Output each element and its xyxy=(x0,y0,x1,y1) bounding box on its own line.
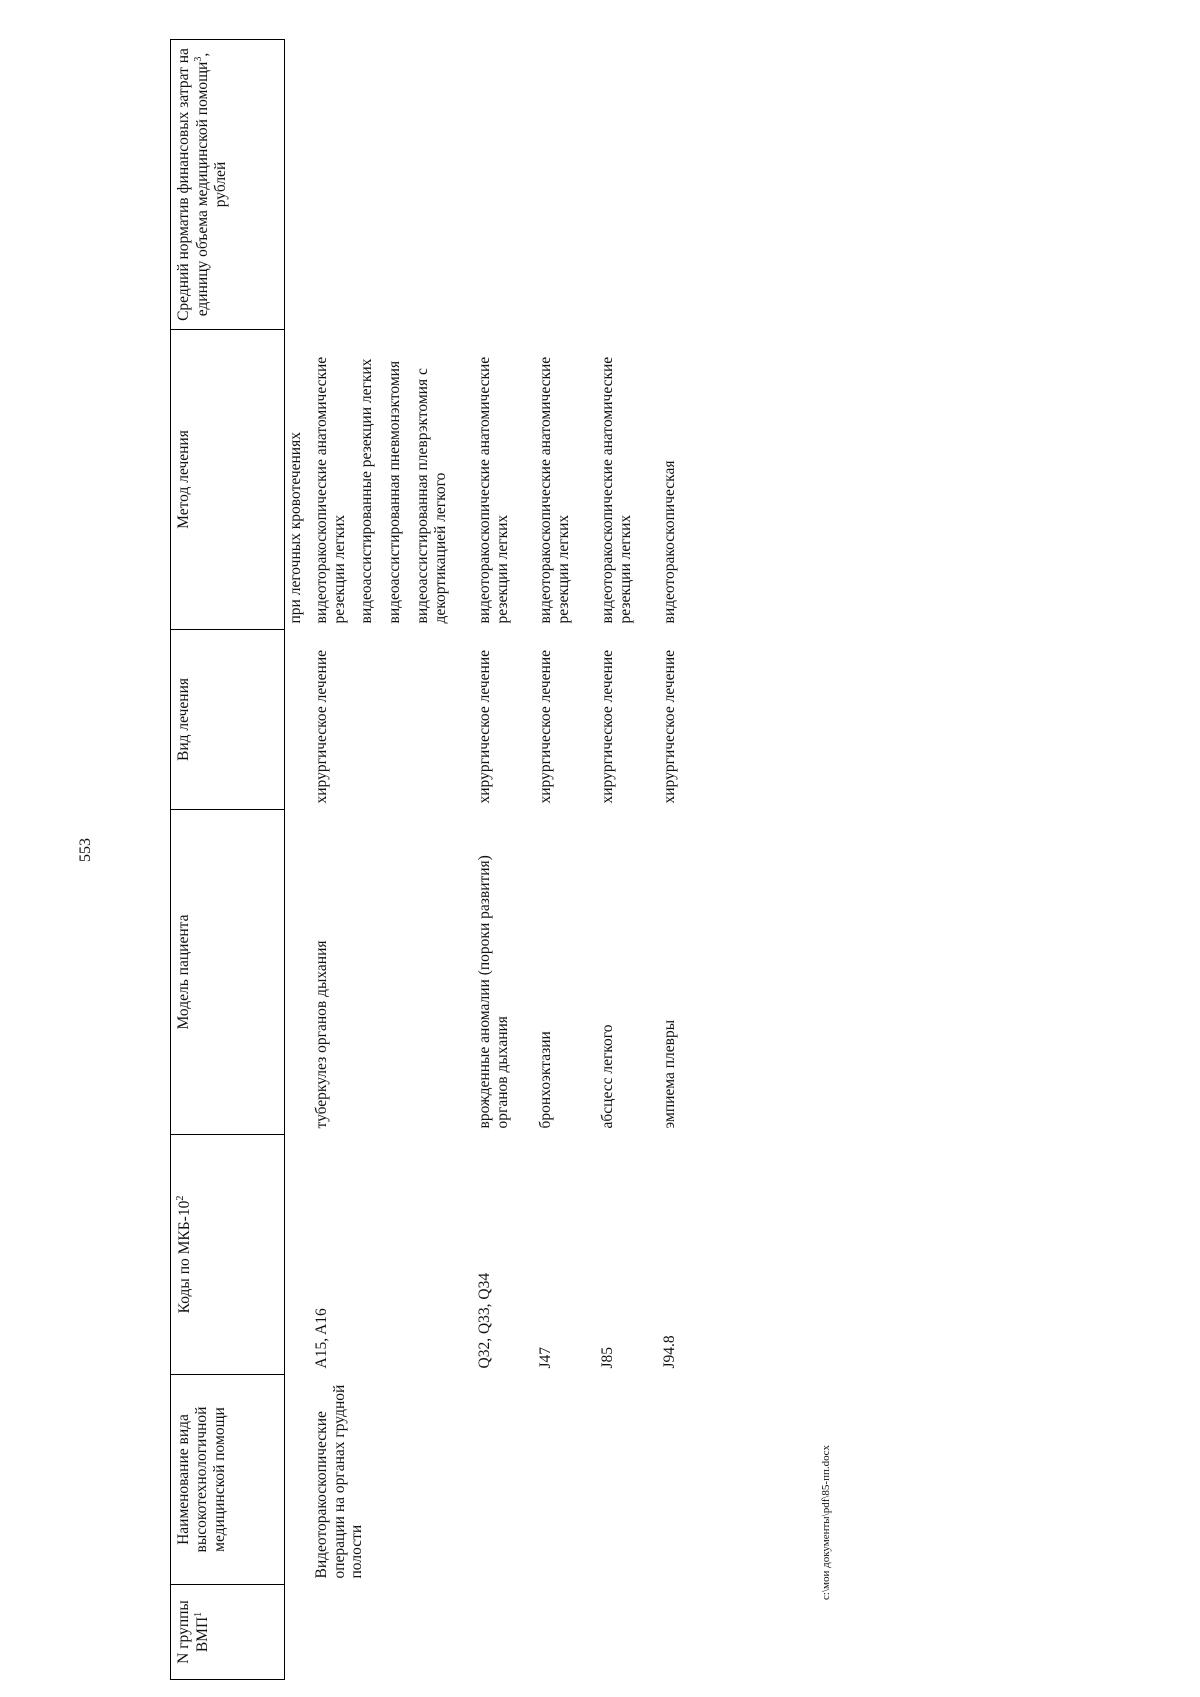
row-model: эмпиема плевры xyxy=(660,1019,678,1129)
header-name: Наименование вида высокотехнологичной медицинской помощи xyxy=(171,1375,285,1585)
table-row xyxy=(655,40,699,1680)
vmp-table xyxy=(170,39,698,1680)
row-methods xyxy=(593,330,655,630)
row-code: J94.8 xyxy=(660,1335,678,1369)
method-item: видеоассистированная пневмонэктомия xyxy=(386,360,404,624)
row-methods xyxy=(655,330,699,630)
row-code: J85 xyxy=(598,1346,616,1369)
row-type: хирургическое лечение xyxy=(660,650,678,804)
header-cost: Средний норматив финансовых затрат на единицу объема медицинской помощи$^3$, рублей xyxy=(171,40,285,330)
header-model: Модель пациента xyxy=(171,810,285,1135)
header-treatment-type: Вид лечения xyxy=(171,630,285,810)
table-row xyxy=(470,40,532,1680)
group-name: Видеоторакоскопические операции на органах грудной полости xyxy=(312,1384,366,1579)
method-item: видеоассистированные резекции легких xyxy=(358,358,376,624)
row-methods xyxy=(307,330,470,630)
table-header-row xyxy=(171,40,285,1680)
row-code: A15, A16 xyxy=(312,1308,330,1369)
row-model: абсцесс легкого xyxy=(598,1024,616,1129)
carryover-method: при легочных кровотечениях xyxy=(287,432,304,624)
row-code: Q32, Q33, Q34 xyxy=(475,1272,493,1369)
header-codes: Коды по МКБ-$10^2$ xyxy=(171,1135,285,1375)
row-methods xyxy=(470,330,532,630)
header-n-group: N группы ВМП$^1$ xyxy=(171,1585,285,1680)
row-model: туберкулез органов дыхания xyxy=(312,940,330,1129)
table-row xyxy=(307,40,470,1680)
method-item: видеоторакоскопические анатомические резекции легких xyxy=(598,356,634,624)
row-code: J47 xyxy=(537,1346,555,1369)
row-type: хирургическое лечение xyxy=(475,650,493,804)
row-type: хирургическое лечение xyxy=(537,650,555,804)
row-type: хирургическое лечение xyxy=(312,650,330,804)
row-type: хирургическое лечение xyxy=(598,650,616,804)
row-model: врожденные аномалии (пороки развития) органов дыхания xyxy=(475,855,511,1129)
table-row xyxy=(285,40,307,1680)
header-method: Метод лечения xyxy=(171,330,285,630)
footer-file-path: c:\мои документы\pdf\85-пп.docx xyxy=(820,1444,832,1600)
method-item: видеоторакоскопическая xyxy=(660,460,678,624)
table-row xyxy=(531,40,593,1680)
method-item: видеоторакоскопические анатомические резекции легких xyxy=(475,356,511,624)
table-row xyxy=(593,40,655,1680)
method-item: видеоторакоскопические анатомические резекции легких xyxy=(312,356,348,624)
rotated-table-block xyxy=(170,40,1070,1680)
method-item: видеоторакоскопические анатомические резекции легких xyxy=(537,356,573,624)
method-item: видеоассистированная плеврэктомия с декортикацией легкого xyxy=(414,368,449,624)
page-number: 553 xyxy=(77,838,94,862)
row-methods xyxy=(531,330,593,630)
row-model: бронхоэктазии xyxy=(537,1031,555,1129)
